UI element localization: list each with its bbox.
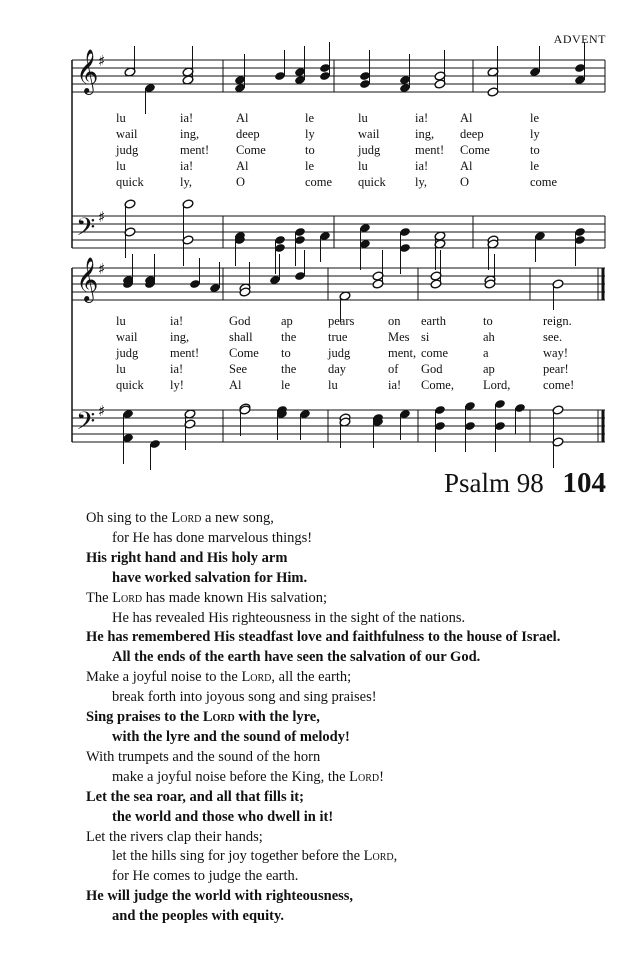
svg-text:♯: ♯	[98, 52, 106, 70]
psalm-text-segment: with the lyre,	[234, 709, 320, 726]
psalm-line	[86, 887, 626, 907]
psalm-text-segment: Make a joyful noise to the	[86, 669, 242, 686]
psalm-text-segment: the world and those who dwell in it!	[112, 808, 334, 825]
svg-text:♯: ♯	[98, 260, 106, 278]
lyric-syllable: a	[483, 346, 489, 360]
lyric-syllable: Come,	[421, 378, 454, 392]
lyric-syllable: lu	[116, 159, 126, 173]
lyric-syllable: Al	[236, 111, 249, 125]
lyric-verse-5	[88, 378, 608, 394]
divine-name: Lord	[349, 768, 380, 785]
psalm-line	[86, 569, 626, 589]
psalm-line	[86, 867, 626, 887]
lyric-syllable: lu	[116, 111, 126, 125]
divine-name: Lord	[241, 669, 272, 686]
lyric-syllable: true	[328, 330, 348, 344]
lyric-syllable: le	[305, 111, 315, 125]
psalm-line	[86, 708, 626, 728]
lyric-syllable: ment,	[388, 346, 417, 360]
psalm-text-segment: for He has done marvelous things!	[112, 529, 313, 546]
treble-clef-icon: 𝄞	[76, 49, 99, 93]
lyric-syllable: ah	[483, 330, 495, 344]
lyric-syllable: Lord,	[483, 378, 511, 392]
lyric-syllable: lu	[116, 314, 126, 328]
psalm-line	[86, 648, 626, 668]
lyric-syllable: quick	[358, 175, 386, 189]
psalm-text-segment: and the peoples with equity.	[112, 908, 285, 925]
lyric-syllable: Mes	[388, 330, 410, 344]
psalm-text-segment: All the ends of the earth have seen the salvation of our God.	[112, 649, 481, 666]
lyric-syllable: of	[388, 362, 399, 376]
lyric-syllable: reign.	[543, 314, 572, 328]
lyric-syllable: see.	[543, 330, 563, 344]
psalm-text-segment: a new song,	[201, 510, 274, 526]
lyric-syllable: le	[530, 111, 540, 125]
lyric-verse-1	[88, 314, 608, 330]
lyric-verse-2	[88, 330, 608, 346]
lyric-syllable: pears	[328, 314, 355, 328]
lyric-syllable: ly,	[180, 175, 193, 189]
divine-name: Lord	[363, 848, 394, 865]
psalm-text-segment: He will judge the world with righteousness,	[86, 888, 354, 905]
lyric-syllable: judg	[116, 346, 139, 360]
psalm-text-segment: His right hand and His holy arm	[86, 549, 288, 566]
lyric-syllable: to	[530, 143, 540, 157]
divine-name: Lord	[171, 510, 202, 526]
lyric-syllable: ment!	[170, 346, 200, 360]
lyric-syllable: ing,	[415, 127, 435, 141]
lyric-syllable: ment!	[180, 143, 210, 157]
lyric-syllable: judg	[358, 143, 381, 157]
lyric-syllable: way!	[543, 346, 568, 360]
psalm-text-segment: The	[86, 589, 113, 606]
lyric-verse-3	[88, 143, 608, 159]
lyric-syllable: le	[305, 159, 315, 173]
psalm-line	[86, 529, 626, 549]
lyric-syllable: quick	[116, 175, 144, 189]
divine-name: Lord	[202, 709, 235, 726]
lyric-verse-4	[88, 362, 608, 378]
psalm-text-segment: ,	[393, 848, 398, 865]
lyric-syllable: God	[421, 362, 443, 376]
lyric-syllable: ia!	[180, 111, 194, 125]
lyric-verse-2	[88, 127, 608, 143]
psalm-line	[86, 549, 626, 569]
lyric-syllable: earth	[421, 314, 446, 328]
bass-clef-icon: 𝄢	[76, 407, 96, 442]
psalm-text-segment: break forth into joyous song and sing praises!	[112, 689, 377, 706]
lyric-syllable: le	[530, 159, 540, 173]
lyric-syllable: deep	[460, 127, 484, 141]
psalm-text-segment: !	[379, 768, 384, 785]
lyric-syllable: quick	[116, 378, 144, 392]
psalm-line	[86, 788, 626, 808]
psalm-text-segment: with the lyre and the sound of melody!	[112, 728, 350, 745]
lyric-syllable: the	[281, 362, 297, 376]
lyric-syllable: pear!	[543, 362, 569, 376]
lyric-syllable: Come	[229, 346, 259, 360]
lyric-syllable: Come	[236, 143, 266, 157]
psalm-line	[86, 628, 626, 648]
psalm-text	[86, 509, 626, 927]
lyric-syllable: le	[281, 378, 291, 392]
lyric-syllable: ia!	[415, 159, 429, 173]
lyric-syllable: the	[281, 330, 297, 344]
lyric-syllable: deep	[236, 127, 260, 141]
lyric-syllable: come!	[543, 378, 575, 392]
lyric-syllable: wail	[358, 127, 380, 141]
psalm-line	[86, 728, 626, 748]
psalm-text-segment: Sing praises to the	[86, 709, 203, 726]
lyric-syllable: lu	[116, 362, 126, 376]
svg-text:♯: ♯	[98, 402, 106, 420]
lyric-syllable: ia!	[170, 314, 184, 328]
lyric-syllable: ia!	[388, 378, 402, 392]
psalm-header	[444, 467, 606, 500]
psalm-text-segment: With trumpets and the sound of the horn	[86, 748, 321, 765]
psalm-text-segment: , all the earth;	[271, 669, 352, 686]
psalm-line	[86, 907, 626, 927]
lyric-syllable: Al	[229, 378, 242, 392]
psalm-line	[86, 768, 626, 788]
lyric-syllable: ing,	[180, 127, 200, 141]
lyric-syllable: lu	[328, 378, 338, 392]
psalm-text-segment: has made known His salvation;	[142, 589, 328, 606]
bass-clef-icon: 𝄢	[76, 213, 96, 248]
divine-name: Lord	[112, 589, 143, 606]
lyric-syllable: Al	[460, 111, 473, 125]
lyric-syllable: ly!	[170, 378, 184, 392]
lyric-syllable: ing,	[170, 330, 190, 344]
music-score	[0, 0, 640, 470]
psalm-text-segment: He has remembered His steadfast love and faithfulness to the house of Israel.	[86, 629, 561, 646]
hymn-number: 104	[562, 467, 606, 499]
lyric-syllable: Al	[460, 159, 473, 173]
lyric-syllable: on	[388, 314, 401, 328]
lyric-syllable: See	[229, 362, 248, 376]
lyric-syllable: judg	[328, 346, 351, 360]
lyric-syllable: ia!	[170, 362, 184, 376]
lyric-syllable: God	[229, 314, 251, 328]
psalm-line	[86, 688, 626, 708]
lyric-syllable: to	[483, 314, 493, 328]
psalm-text-segment: Let the sea roar, and all that fills it;	[86, 788, 304, 805]
psalm-line	[86, 828, 626, 848]
lyric-syllable: come	[421, 346, 449, 360]
lyric-syllable: ap	[281, 314, 293, 328]
svg-text:♯: ♯	[98, 208, 106, 226]
psalm-line	[86, 847, 626, 867]
lyric-syllable: ment!	[415, 143, 445, 157]
psalm-text-segment: let the hills sing for joy together before the	[112, 848, 364, 865]
lyric-syllable: ap	[483, 362, 495, 376]
treble-clef-icon: 𝄞	[76, 257, 99, 301]
lyric-syllable: si	[421, 330, 430, 344]
lyric-syllable: come	[305, 175, 333, 189]
psalm-text-segment: Let the rivers clap their hands;	[86, 828, 263, 845]
psalm-line	[86, 668, 626, 688]
psalm-line	[86, 589, 626, 609]
psalm-line	[86, 509, 626, 529]
lyric-syllable: Come	[460, 143, 490, 157]
psalm-text-segment: for He comes to judge the earth.	[112, 868, 299, 885]
lyric-syllable: lu	[358, 111, 368, 125]
section-label: ADVENT	[553, 32, 606, 46]
lyric-syllable: O	[460, 175, 470, 189]
lyric-syllable: wail	[116, 127, 138, 141]
psalm-title: Psalm 98	[443, 468, 544, 498]
psalm-text-segment: He has revealed His righteousness in the sight of the nations.	[112, 609, 466, 626]
lyric-verse-1	[88, 111, 608, 127]
lyric-syllable: lu	[358, 159, 368, 173]
lyric-syllable: shall	[229, 330, 253, 344]
lyric-syllable: to	[305, 143, 315, 157]
lyric-syllable: ia!	[415, 111, 429, 125]
lyric-syllable: Al	[236, 159, 249, 173]
lyric-syllable: judg	[116, 143, 139, 157]
lyric-syllable: ly	[305, 127, 315, 141]
lyric-syllable: O	[236, 175, 246, 189]
psalm-line	[86, 808, 626, 828]
lyric-verse-4	[88, 159, 608, 175]
lyric-verse-3	[88, 346, 608, 362]
psalm-text-segment: Oh sing to the	[86, 510, 172, 526]
psalm-text-segment: make a joyful noise before the King, the	[112, 768, 350, 785]
lyric-syllable: come	[530, 175, 558, 189]
lyric-syllable: ia!	[180, 159, 194, 173]
lyric-syllable: ly,	[415, 175, 428, 189]
psalm-line	[86, 748, 626, 768]
lyric-syllable: wail	[116, 330, 138, 344]
lyric-verse-5	[88, 175, 608, 191]
psalm-line	[86, 609, 626, 629]
lyric-syllable: day	[328, 362, 347, 376]
psalm-text-segment: have worked salvation for Him.	[112, 569, 308, 586]
lyric-syllable: to	[281, 346, 291, 360]
lyric-syllable: ly	[530, 127, 540, 141]
